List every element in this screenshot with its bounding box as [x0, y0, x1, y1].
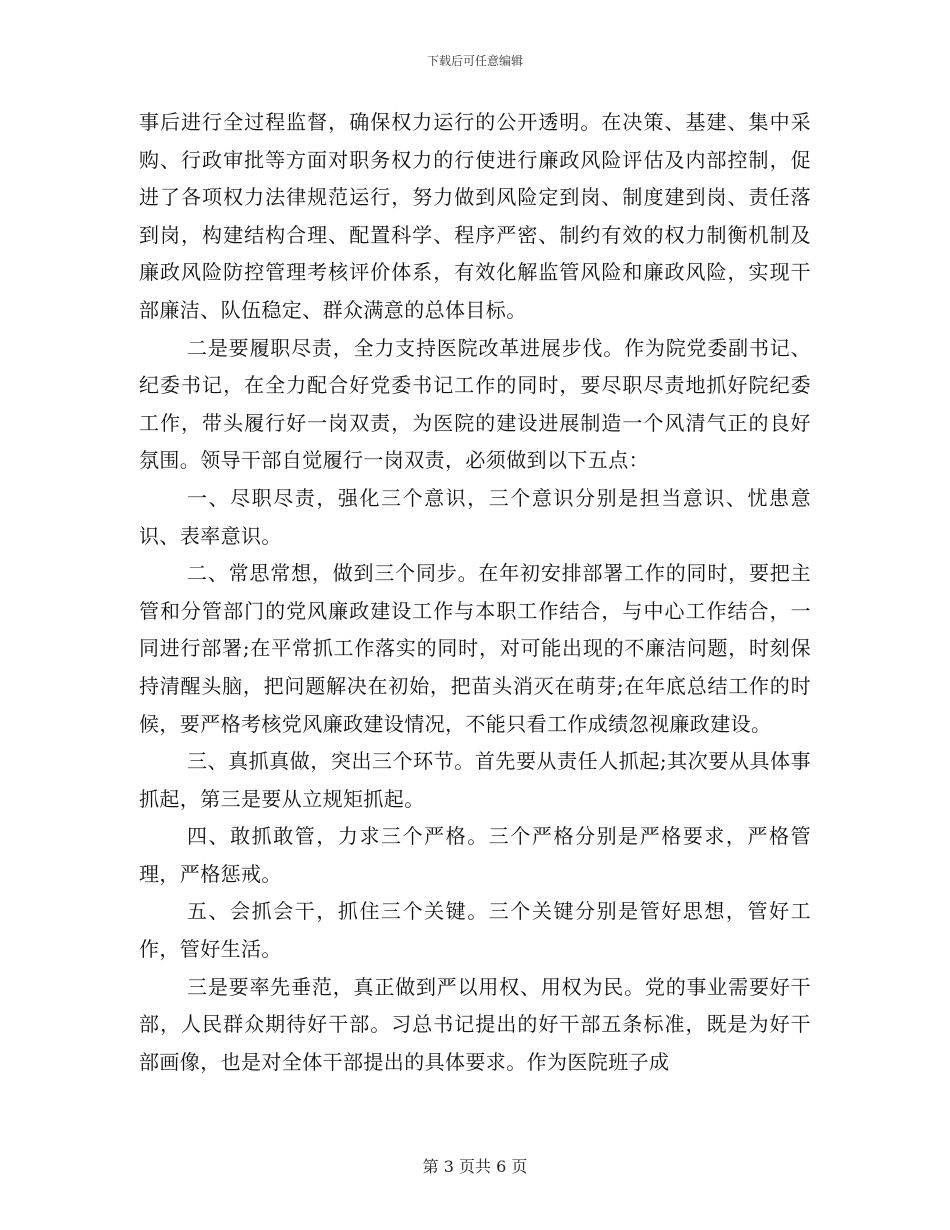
paragraph-7: 五、会抓会干，抓住三个关键。三个关键分别是管好思想，管好工作，管好生活。 — [139, 899, 811, 962]
paragraph-4: 二、常思常想，做到三个同步。在年初安排部署工作的同时，要把主管和分管部门的党风廉政建设工作与本职工作结合，与中心工作结合，一同进行部署;在平常抓工作落实的同时，对可能出现的不廉洁问题，时刻保持清醒头脑，把问题解决在初始，把苗头消灭在萌芽;在年底总结工作的时候，要严格考核党风廉政建设情况，不能只看工作成绩忽视廉政建设。 — [139, 561, 811, 736]
paragraph-1: 事后进行全过程监督，确保权力运行的公开透明。在决策、基建、集中采购、行政审批等方面对职务权力的行使进行廉政风险评估及内部控制，促进了各项权力法律规范运行，努力做到风险定到岗、制度建到岗、责任落到岗，构建结构合理、配置科学、程序严密、制约有效的权力制衡机制及廉政风险防控管理考核评价体系，有效化解监管风险和廉政风险，实现干部廉洁、队伍稳定、群众满意的总体目标。 — [139, 110, 811, 322]
paragraph-6: 四、敢抓敢管，力求三个严格。三个严格分别是严格要求，严格管理，严格惩戒。 — [139, 824, 811, 886]
header-note: 下载后可任意编辑 — [426, 54, 523, 68]
paragraph-8: 三是要率先垂范，真正做到严以用权、用权为民。党的事业需要好干部，人民群众期待好干部。习总书记提出的好干部五条标准，既是为好干部画像，也是对全体干部提出的具体要求。作为医院班子成 — [139, 974, 811, 1074]
page-footer: 第 3 页共 6 页 — [422, 1157, 528, 1176]
paragraph-2: 二是要履职尽责，全力支持医院改革进展步伐。作为院党委副书记、纪委书记，在全力配合好党委书记工作的同时，要尽职尽责地抓好院纪委工作，带头履行好一岗双责，为医院的建设进展制造一个风清气正的良好氛围。领导干部自觉履行一岗双责，必须做到以下五点： — [139, 335, 811, 473]
document-body — [139, 104, 811, 1081]
paragraph-5: 三、真抓真做，突出三个环节。首先要从责任人抓起;其次要从具体事抓起，第三是要从立规矩抓起。 — [139, 749, 811, 811]
paragraph-3: 一、尽职尽责，强化三个意识，三个意识分别是担当意识、忧患意识、表率意识。 — [139, 485, 811, 548]
